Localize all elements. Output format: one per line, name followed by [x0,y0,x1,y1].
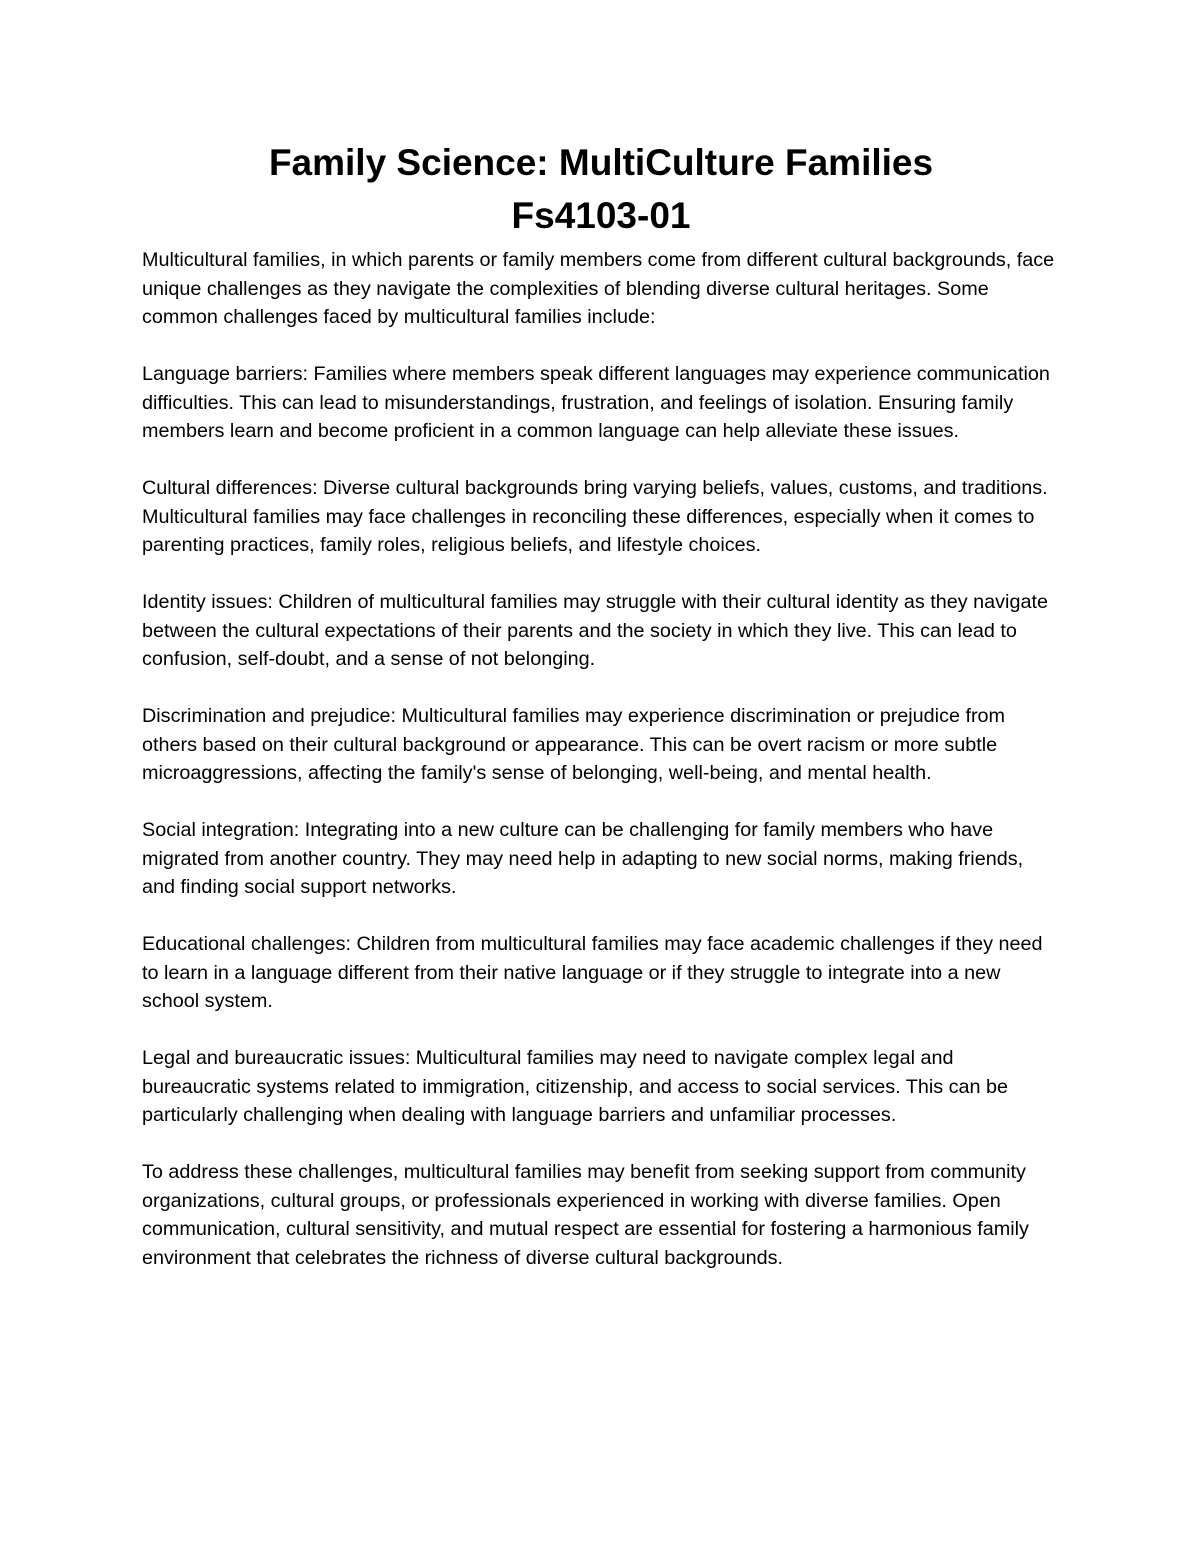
legal-issues-paragraph: Legal and bureaucratic issues: Multicultural families may need to navigate complex legal and bureaucratic systems related to immigration, citizenship, and access to social services. This can be particularly challenging when dealing with language barriers and unfamiliar processes. [142,1047,1008,1126]
educational-challenges-paragraph: Educational challenges: Children from multicultural families may face academic challenges if they need to learn in a language different from their native language or if they struggle to integrate into a new school system. [142,933,1043,1012]
intro-paragraph: Multicultural families, in which parents or family members come from different cultural backgrounds, face unique challenges as they navigate the complexities of blending diverse cultural heritages. Some common challenges faced by multicultural families include: [142,249,1055,328]
conclusion-paragraph: To address these challenges, multicultural families may benefit from seeking support from community organizations, cultural groups, or professionals experienced in working with diverse families. Open communication, cultural sensitivity, and mutual respect are essential for fostering a harmonious family environment that celebrates the richness of diverse cultural backgrounds. [142,1161,1029,1269]
social-integration-paragraph: Social integration: Integrating into a new culture can be challenging for family members who have migrated from another country. They may need help in adapting to new social norms, making friends, and finding social support networks. [142,819,1024,898]
document-title: Family Science: MultiCulture Families [268,142,934,183]
course-code: Fs4103-01 [511,195,691,236]
identity-issues-paragraph: Identity issues: Children of multicultural families may struggle with their cultural identity as they navigate between the cultural expectations of their parents and the society in which they live. This can lead to confusion, self-doubt, and a sense of not belonging. [142,591,1048,670]
document-page [142,138,1060,1301]
language-barriers-paragraph: Language barriers: Families where members speak different languages may experience communication difficulties. This can lead to misunderstandings, frustration, and feelings of isolation. Ensuring family members learn and become proficient in a common language can help alleviate these issues. [142,363,1050,442]
discrimination-paragraph: Discrimination and prejudice: Multicultural families may experience discrimination or prejudice from others based on their cultural background or appearance. This can be overt racism or more subtle microaggressions, affecting the family's sense of belonging, well-being, and mental health. [142,705,1006,784]
cultural-differences-paragraph: Cultural differences: Diverse cultural backgrounds bring varying beliefs, values, customs, and traditions. Multicultural families may face challenges in reconciling these differences, especially when it comes to parenting practices, family roles, religious beliefs, and lifestyle choices. [142,477,1048,556]
